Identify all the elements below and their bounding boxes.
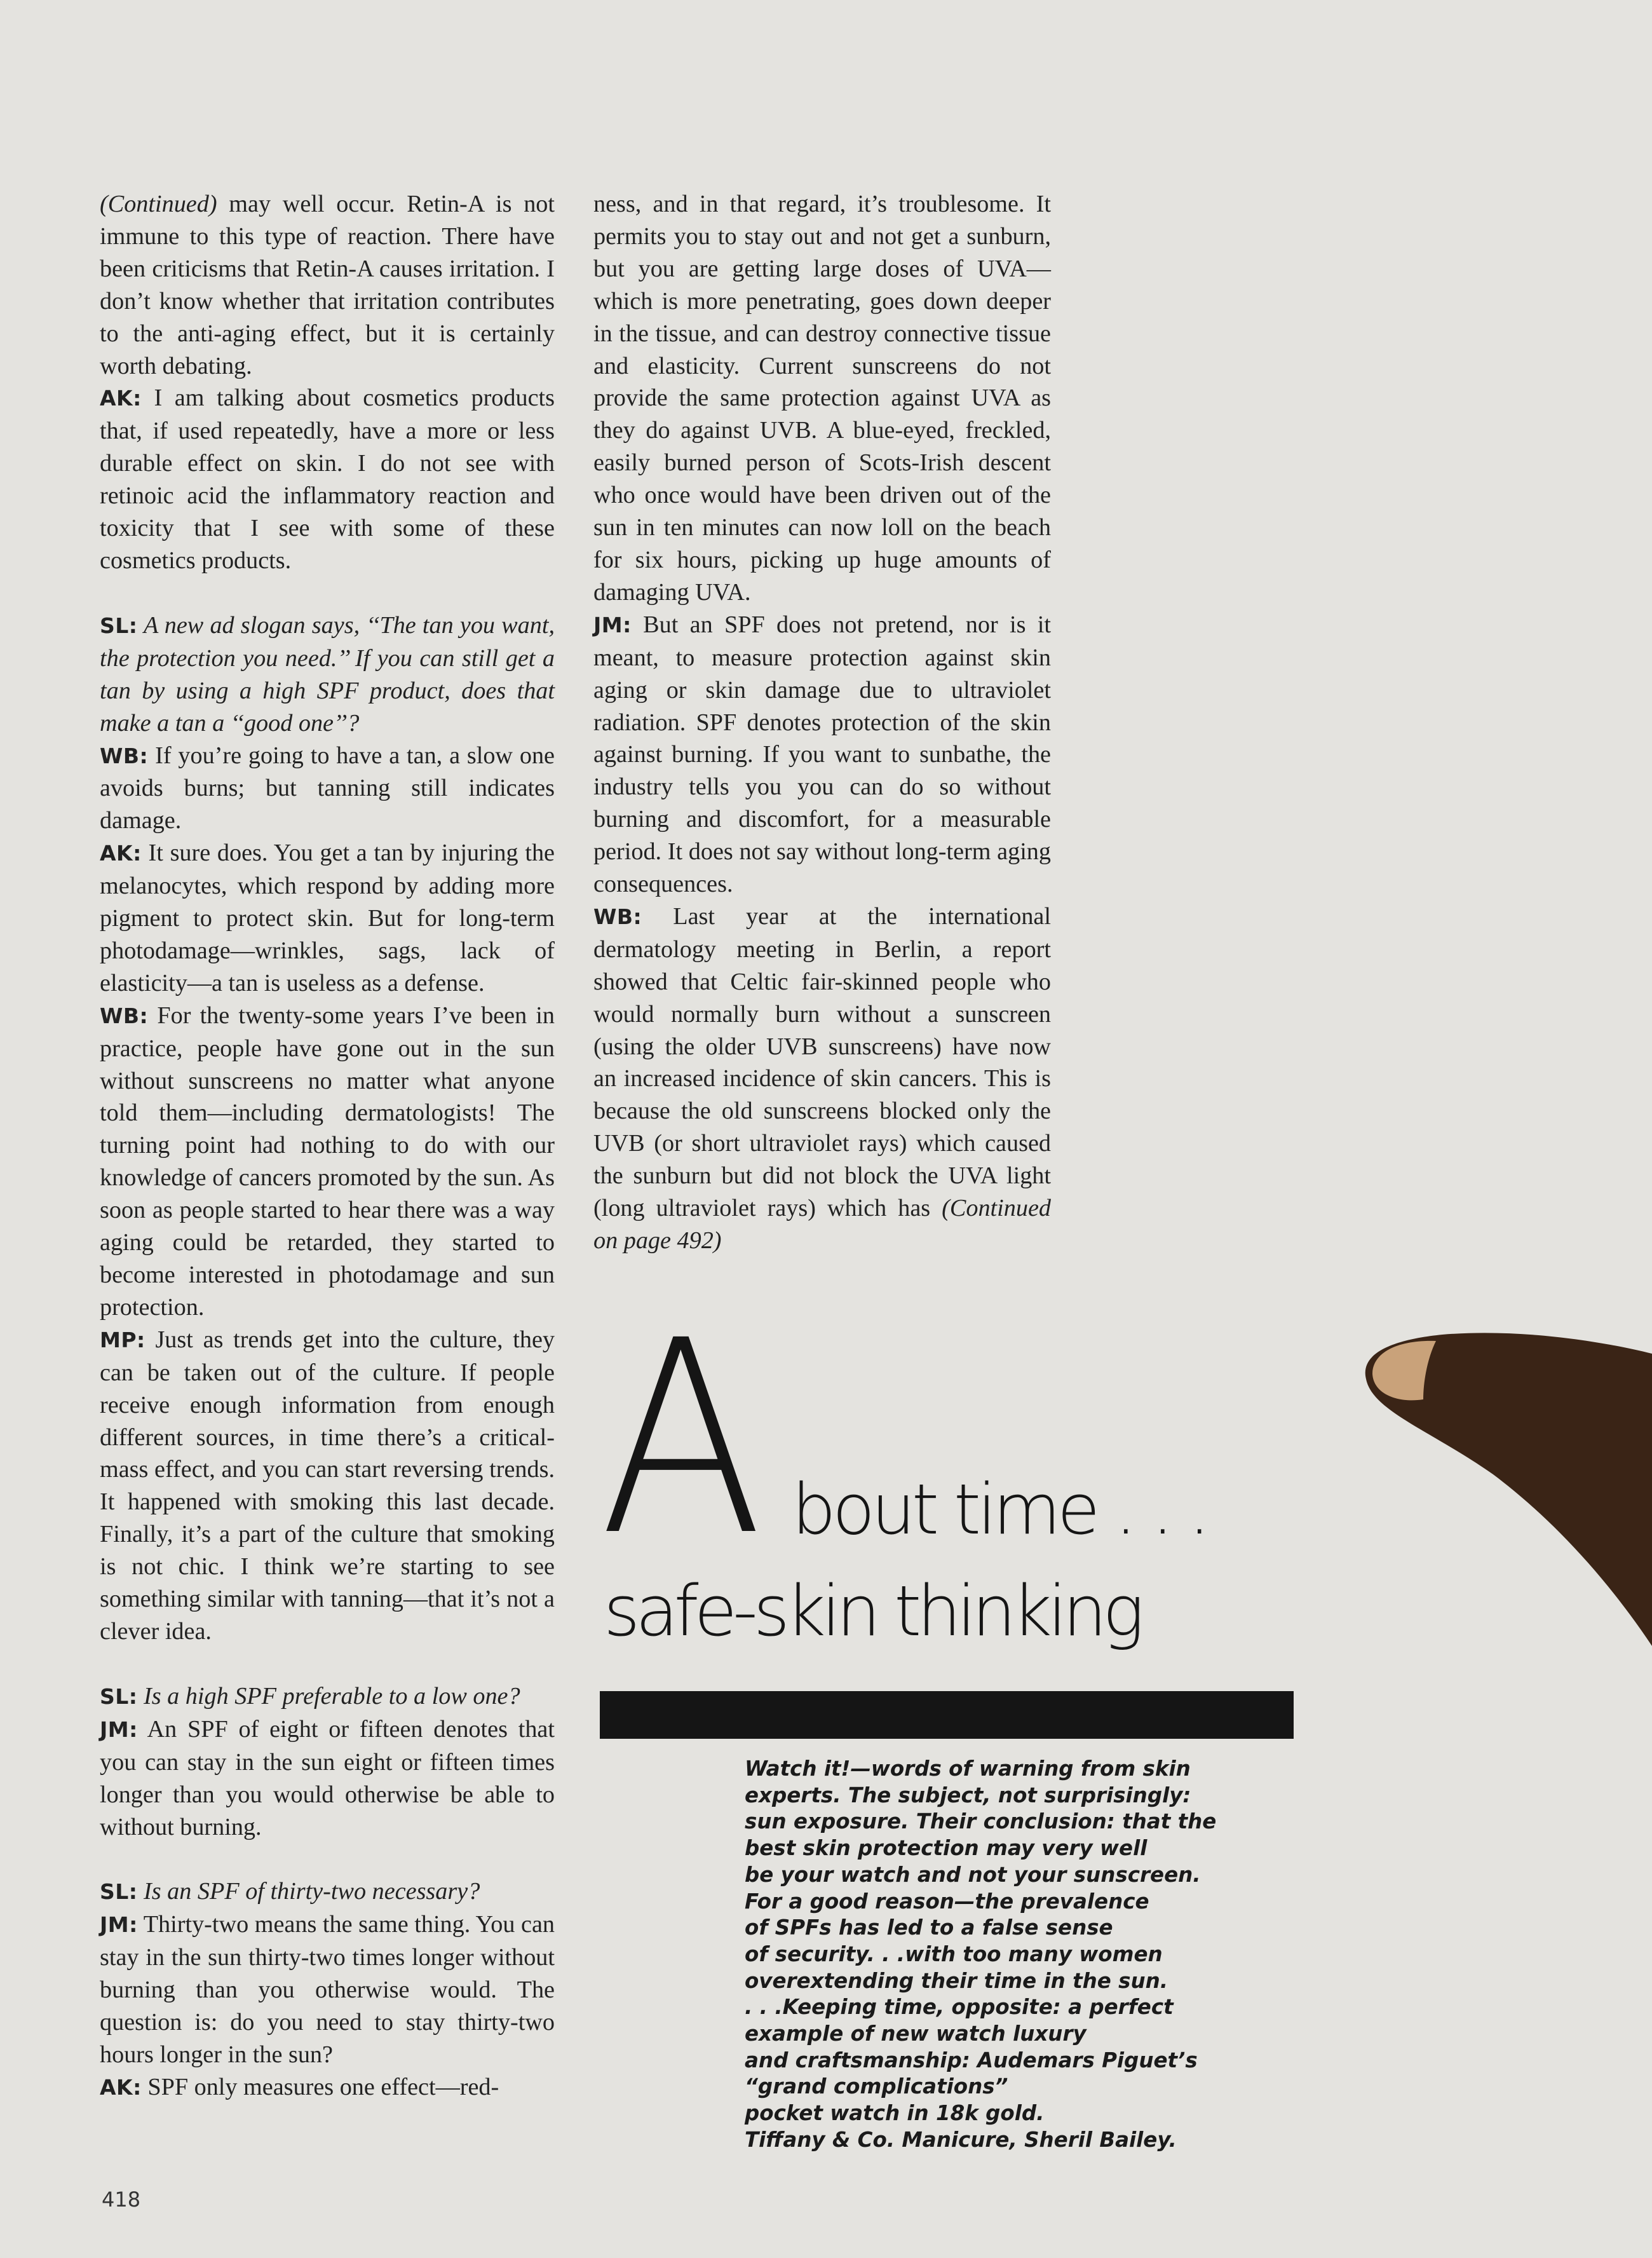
speaker-label: AK:	[100, 841, 142, 866]
caption-line: “grand complications”	[745, 2074, 1008, 2099]
caption-line: example of new watch luxury	[745, 2022, 1087, 2046]
paragraph	[593, 901, 1051, 1257]
speaker-label: MP:	[100, 1327, 146, 1352]
headline-line-1: bout time . . .	[792, 1469, 1207, 1550]
paragraph	[100, 1680, 555, 1713]
text-segment: Thirty-two means the same thing. You can stay in the sun thirty-two times longer without burning than you otherwise would. The question is: do you need to stay thirty-two hours longer in the sun?	[100, 1911, 555, 2068]
speaker-label: WB:	[100, 743, 149, 768]
paragraph	[100, 2071, 555, 2104]
headline-initial-letter: A	[599, 1284, 758, 1595]
caption-line: Tiffany & Co. Manicure, Sheril Bailey.	[745, 2127, 1177, 2152]
article-column-right	[593, 188, 1051, 1257]
speaker-label: WB:	[593, 904, 642, 929]
paragraph	[100, 837, 555, 1000]
paragraph	[593, 188, 1051, 609]
caption-line: Watch it!—words of warning from skin	[745, 1757, 1191, 1781]
photo-caption	[745, 1756, 1291, 2154]
text-segment: ness, and in that regard, it’s troublesome. It permits you to stay out and not get a sunburn, but you are getting large doses of UVA—which is more penetrating, goes down deeper in the tissue, and can destroy connective tissue and elasticity. Current sunscreens do not provide the same protection against UVA as they do against UVB. A blue-eyed, freckled, easily burned person of Scots-Irish descent who once would have been driven out of the sun in ten minutes can now loll on the beach for six hours, picking up huge amounts of damaging UVA.	[593, 191, 1051, 606]
caption-line: of security. . .with too many women	[745, 1942, 1163, 1966]
headline-rule-bar	[600, 1691, 1294, 1739]
caption-line: and craftsmanship: Audemars Piguet’s	[745, 2048, 1198, 2072]
caption-line: For a good reason—the prevalence	[745, 1889, 1149, 1914]
caption-line: pocket watch in 18k gold.	[745, 2101, 1045, 2126]
paragraph-gap	[100, 577, 555, 609]
text-segment: Just as trends get into the culture, they can be taken out of the culture. If people receive enough information from enough different sources, in time there’s a critical-mass effect, and you can start reversing trends. It happened with smoking this last decade. Finally, it’s a part of the culture that smoking is not chic. I think we’re starting to see something similar with tanning—that it’s not a clever idea.	[100, 1326, 555, 1645]
text-segment: For the twenty-some years I’ve been in practice, people have gone out in the sun without sunscreens no matter what anyone told them—including dermatologists! The turning point had nothing to do with our knowledge of cancers promoted by the sun. As soon as people started to hear there was a way aging could be retarded, they started to become interested in photodamage and sun protection.	[100, 1002, 555, 1321]
caption-line: be your watch and not your sunscreen.	[745, 1862, 1201, 1887]
paragraph	[100, 1000, 555, 1324]
speaker-label: SL:	[100, 613, 138, 638]
text-segment: (Continued)	[100, 191, 217, 217]
text-segment: (Continued on page 492)	[593, 1195, 1051, 1254]
headline-line-2: safe-skin thinking	[604, 1570, 1141, 1652]
speaker-label: AK:	[100, 2074, 142, 2100]
speaker-label: WB:	[100, 1003, 149, 1028]
caption-line: experts. The subject, not surprisingly:	[745, 1783, 1191, 1807]
speaker-label: JM:	[100, 1717, 138, 1742]
text-segment: Is a high SPF preferable to a low one?	[137, 1682, 520, 1710]
text-segment: If you’re going to have a tan, a slow one avoids burns; but tanning still indicates damage.	[100, 742, 555, 834]
text-segment: But an SPF does not pretend, nor is it meant, to measure protection against skin aging or skin damage due to ultraviolet radiation. SPF denotes protection of the skin against burning. If you want to sunbathe, the industry tells you you can do so without burning and discomfort, for a measurable period. It does not say without long-term aging consequences.	[593, 611, 1051, 898]
paragraph	[100, 1875, 555, 1908]
caption-line: best skin protection may very well	[745, 1836, 1148, 1861]
speaker-label: SL:	[100, 1683, 138, 1709]
paragraph	[100, 382, 555, 576]
paragraph	[100, 1324, 555, 1648]
page-number: 418	[102, 2187, 141, 2212]
text-segment: It sure does. You get a tan by injuring the melanocytes, which respond by adding more pigment to protect skin. But for long-term photodamage—wrinkles, sags, lack of elasticity—a tan is useless as a defense.	[100, 840, 555, 996]
speaker-label: JM:	[593, 612, 632, 637]
article-column-left	[100, 188, 555, 2104]
caption-line: . . .Keeping time, opposite: a perfect	[745, 1995, 1174, 2020]
text-segment: I am talking about cosmetics products that, if used repeatedly, have a more or less durable effect on skin. I do not see with retinoic acid the inflammatory reaction and toxicity that I see with some of these cosmetics products.	[100, 384, 555, 574]
caption-line: of SPFs has led to a false sense	[745, 1915, 1113, 1940]
paragraph	[100, 740, 555, 838]
paragraph	[100, 1908, 555, 2071]
paragraph	[100, 188, 555, 382]
text-segment: Is an SPF of thirty-two necessary?	[137, 1878, 480, 1905]
speaker-label: AK:	[100, 386, 142, 411]
text-segment: may well occur. Retin-A is not immune to this type of reaction. There have been criticisms that Retin-A causes irritation. I don’t know whether that irritation contributes to the anti-aging effect, but it is certainly worth debating.	[100, 191, 555, 379]
speaker-label: SL:	[100, 1879, 138, 1905]
text-segment: SPF only measures one effect—red-	[141, 2073, 499, 2100]
caption-line: overextending their time in the sun.	[745, 1968, 1168, 1993]
caption-line: sun exposure. Their conclusion: that the	[745, 1809, 1217, 1834]
paragraph	[593, 609, 1051, 901]
text-segment: A new ad slogan says, ‘‘The tan you want, the protection you need.’’ If you can still get a tan by using a high SPF product, does that make a tan a ‘‘good one’’?	[100, 611, 555, 737]
paragraph-gap	[100, 1843, 555, 1875]
text-segment: An SPF of eight or fifteen denotes that you can stay in the sun eight or fifteen times longer than you would otherwise be able to without burning.	[100, 1715, 555, 1840]
speaker-label: JM:	[100, 1912, 138, 1938]
paragraph-gap	[100, 1648, 555, 1680]
text-segment: Last year at the international dermatology meeting in Berlin, a report showed that Celtic fair-skinned people who would normally burn without a sunscreen (using the older UVB sunscreens) have now an increased incidence of skin cancers. This is because the old sunscreens blocked only the UVB (or short ultraviolet rays) which caused the sunburn but did not block the UVA light (long ultraviolet rays) which has	[593, 902, 1051, 1222]
paragraph	[100, 1713, 555, 1844]
paragraph	[100, 609, 555, 740]
fingertip-photo	[1328, 1328, 1652, 1659]
